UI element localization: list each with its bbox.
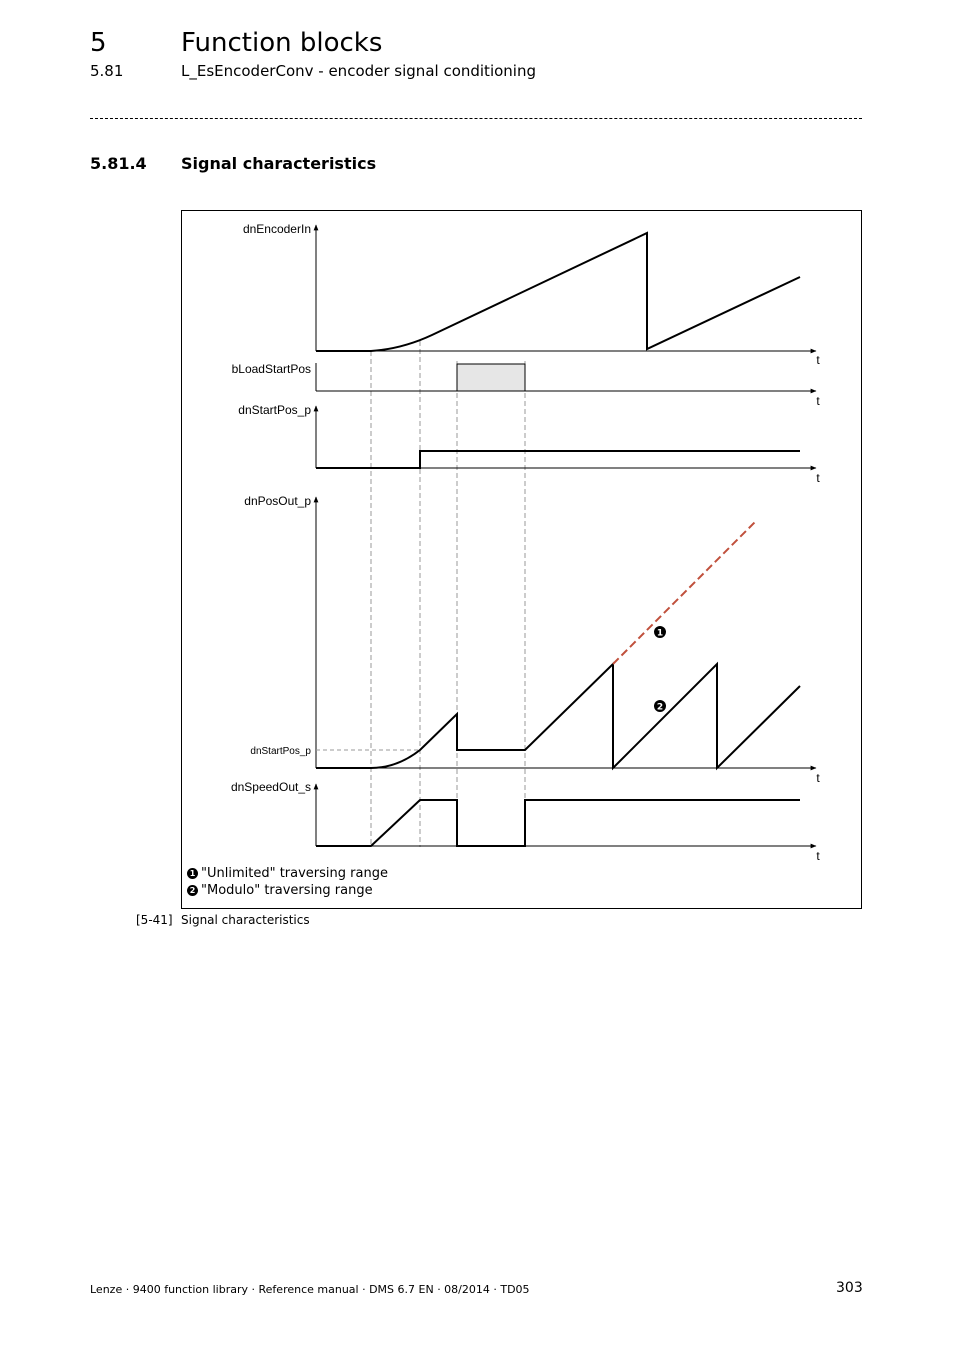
figure-caption-text: Signal characteristics [181, 913, 310, 927]
signal-diagram-svg [182, 211, 863, 910]
subsection-number: 5.81.4 [90, 154, 147, 173]
speed-out-label: dnSpeedOut_s [230, 780, 311, 794]
chapter-number: 5 [90, 28, 107, 58]
start-pos-level-label: dnStartPos_p [250, 746, 311, 757]
page-number: 303 [836, 1280, 863, 1296]
legend-text-unlimited: "Unlimited" traversing range [201, 866, 388, 881]
pos-out-label: dnPosOut_p [244, 494, 311, 508]
marker-one-text: 1 [656, 628, 664, 639]
legend-text-modulo: "Modulo" traversing range [201, 883, 373, 898]
legend-item-modulo [187, 883, 373, 898]
footer-text: Lenze · 9400 function library · Reference manual · DMS 6.7 EN · 08/2014 · TD05 [90, 1283, 530, 1296]
speed-out-trace [316, 800, 800, 846]
t-label-load: t [816, 394, 820, 408]
start-pos-label: dnStartPos_p [238, 403, 311, 417]
encoder-in-label: dnEncoderIn [242, 222, 311, 236]
encoder-in-trace [316, 233, 800, 351]
section-number: 5.81 [90, 62, 124, 80]
t-label-pos-out: t [816, 771, 820, 785]
unlimited-range-line [613, 522, 755, 664]
chapter-title: Function blocks [181, 28, 383, 58]
t-label-speed-out: t [816, 849, 820, 863]
guide-lines [371, 341, 525, 847]
legend-marker-two: 2 [187, 885, 198, 896]
load-start-pos-label: bLoadStartPos [231, 362, 311, 376]
legend-item-unlimited [187, 866, 388, 881]
section-title: L_EsEncoderConv - encoder signal conditioning [181, 62, 536, 80]
load-start-pos-pulse [457, 364, 525, 391]
subsection-title: Signal characteristics [181, 154, 377, 173]
t-label-start-pos: t [816, 471, 820, 485]
marker-two [654, 700, 666, 713]
t-label-encoder: t [816, 353, 820, 367]
marker-two-text: 2 [656, 702, 664, 713]
start-pos-trace [316, 451, 800, 468]
header-separator [90, 118, 862, 119]
figure-caption-number: [5-41] [136, 913, 173, 927]
signal-diagram [181, 210, 862, 909]
pos-out-trace [316, 664, 800, 768]
marker-one [654, 626, 666, 639]
legend-marker-one: 1 [187, 868, 198, 879]
